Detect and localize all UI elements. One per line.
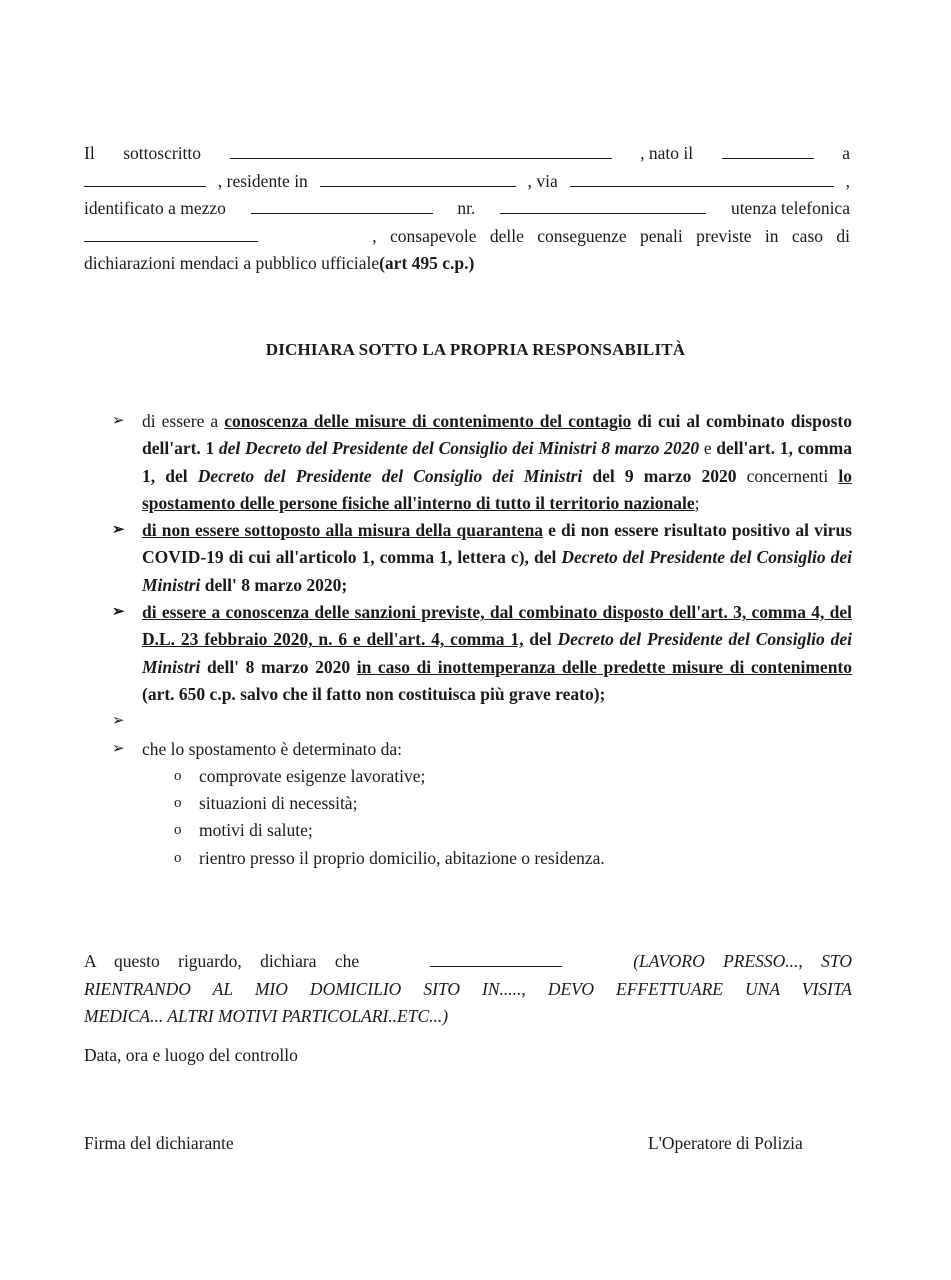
item-2-dpcm: Decreto del Presidente del Consiglio dei Ministri [142,547,852,595]
declaration-item-2 [110,517,852,599]
item-1-dpcm: Decreto del Presidente del Consiglio dei Ministri [197,465,583,486]
control-date-place-label: Data, ora e luogo del controllo [84,1045,298,1065]
item-3-text-d: dell' 8 marzo 2020 [200,656,357,677]
item-1-9-marzo: del 9 marzo 2020 [582,465,737,486]
intro-line-4 [84,223,850,251]
circle-bullet-icon: o [174,822,182,839]
closing-rientrando: RIENTRANDO AL MIO DOMICILIO SITO IN....., DEVO EFFETTUARE UNA VISITA [84,978,852,999]
declaration-item-5 [110,736,852,763]
item-1-contenimento: conoscenza delle misure di contenimento del contagio [224,411,632,431]
arrow-bullet-icon: ➢ [112,740,125,757]
reason-option-salute[interactable] [110,817,852,844]
phone-blank-field[interactable] [84,227,258,242]
intro-a: a [842,143,850,163]
item-3-text-f: (art. 650 c.p. salvo che il fatto non costituisca più grave reato); [142,683,606,704]
item-3-sanzioni: di essere a conoscenza delle sanzioni previste, dal combinato disposto dell'art. 3, comma 4, del D.L. 23 febbraio 2020, n. 6 e dell'art. 4, comma 1, [142,602,852,650]
name-blank-field[interactable] [230,144,612,159]
declaration-item-4-empty [110,708,852,735]
intro-il: Il [84,143,95,163]
circle-bullet-icon: o [174,767,182,784]
item-1-spostamento: lo spostamento delle persone fisiche all'interno di tutto il territorio nazionale [142,465,852,513]
item-1-text-e: e [699,438,717,459]
item-1-text-f: dell'art. 1, comma 1, del [142,438,852,486]
intro-dichiarazioni: dichiarazioni mendaci a pubblico ufficiale [84,253,380,273]
item-1-concernenti: concernenti [736,465,839,486]
closing-line-2 [84,976,852,1004]
intro-comma: , [845,170,850,191]
arrow-bullet-icon: ➢ [112,413,125,429]
declaration-item-3 [110,599,852,708]
item-3-inottemperanza: in caso di inottemperanza delle predette misure di contenimento [356,656,853,677]
street-blank-field[interactable] [570,172,834,187]
circle-bullet-icon: o [174,849,182,866]
declaration-heading: DICHIARA SOTTO LA PROPRIA RESPONSABILITÀ [265,340,686,359]
reason-label: situazioni di necessità; [199,793,358,814]
birth-date-blank-field[interactable] [722,144,814,159]
declarant-signature-label: Firma del dichiarante [84,1133,234,1153]
closing-line-1 [84,948,852,976]
intro-line-1 [84,140,850,168]
closing-lavoro-presso: (LAVORO PRESSO..., STO [633,951,852,971]
arrow-bullet-icon: ➢ [112,522,125,539]
reason-option-rientro[interactable] [110,845,852,872]
intro-paragraph [84,140,850,278]
item-1-end: ; [694,492,700,513]
reason-label: motivi di salute; [199,820,313,841]
declarations-list [110,408,852,872]
item-2-quarantena: di non essere sottoposto alla misura della quarantena [142,520,544,541]
intro-nr: nr. [457,198,476,218]
reason-label: rientro presso il proprio domicilio, abitazione o residenza. [199,847,605,868]
intro-consapevole: , consapevole delle conseguenze penali previste in caso di [372,225,850,246]
intro-identificato: identificato a mezzo [84,198,226,218]
birth-place-blank-field[interactable] [84,172,206,187]
item-1-text-a: di essere a [142,411,225,431]
circle-bullet-icon: o [174,795,182,812]
arrow-bullet-icon: ➢ [112,604,125,621]
arrow-bullet-icon: ➢ [112,713,125,730]
police-operator-label: L'Operatore di Polizia [648,1133,803,1153]
intro-via: , via [527,170,558,191]
intro-utenza-telefonica: utenza telefonica [730,198,850,218]
reason-label: comprovate esigenze lavorative; [199,765,426,786]
closing-dichiara-che: A questo riguardo, dichiara che [84,951,360,971]
item-3-dpcm: Decreto del Presidente del Consiglio dei Ministri [142,629,852,677]
reason-detail-blank-field[interactable] [430,952,562,967]
intro-residente-in: , residente in [217,170,308,191]
item-1-text-c: di cui al combinato disposto dell'art. 1 [142,411,852,459]
reason-option-necessita[interactable] [110,790,852,817]
reason-option-lavorative[interactable] [110,763,852,790]
intro-art-495: (art 495 c.p.) [379,253,475,273]
item-2-text-d: dell' 8 marzo 2020; [200,574,348,595]
closing-paragraph [84,948,852,1031]
closing-medica: MEDICA... ALTRI MOTIVI PARTICOLARI..ETC...) [84,1006,449,1026]
id-document-blank-field[interactable] [251,199,433,214]
intro-line-5 [84,250,850,278]
item-1-dpcm-8-marzo: del Decreto del Presidente del Consiglio dei Ministri 8 marzo 2020 [218,438,700,459]
declaration-item-1 [110,408,852,517]
closing-line-3 [84,1003,852,1031]
intro-nato-il: , nato il [640,143,694,163]
item-2-text-b: e di non essere risultato positivo al virus COVID-19 di cui all'articolo 1, comma 1, lettera c), del [142,520,852,568]
intro-line-3 [84,195,850,223]
item-5-text: che lo spostamento è determinato da: [142,738,402,759]
intro-sottoscritto: sottoscritto [123,143,202,163]
id-number-blank-field[interactable] [500,199,706,214]
item-3-text-b: del [523,629,558,650]
intro-line-2 [84,168,850,196]
residence-blank-field[interactable] [320,172,516,187]
